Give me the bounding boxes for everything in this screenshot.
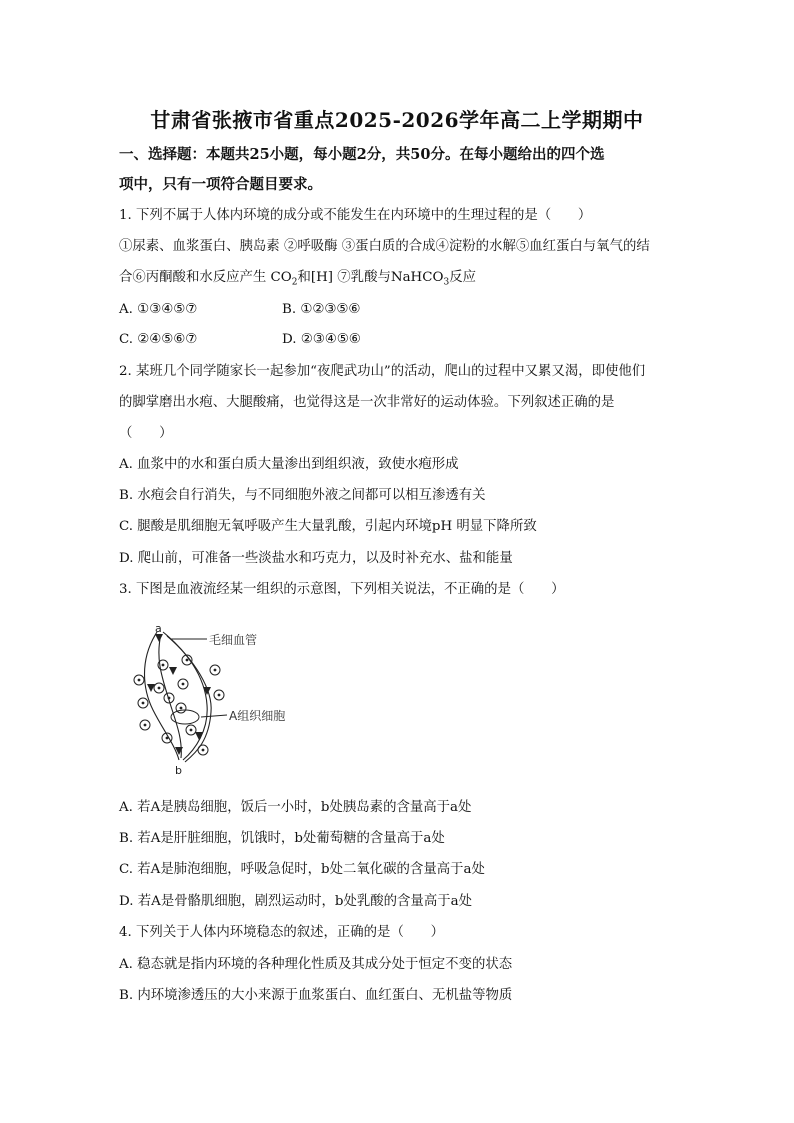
q3-option-a: A. 若A是胰岛细胞，饭后一小时，b处胰岛素的含量高于a处 — [119, 800, 472, 815]
arrow-icon — [169, 667, 177, 675]
q4-option-b: B. 内环境渗透压的大小来源于血浆蛋白、血红蛋白、无机盐等物质 — [119, 988, 513, 1003]
q2-stem-line2: 的脚掌磨出水疱、大腿酸痛，也觉得这是一次非常好的运动体验。下列叙述正确的是 — [119, 395, 615, 410]
q3-option-c: C. 若A是肺泡细胞，呼吸急促时，b处二氧化碳的含量高于a处 — [119, 862, 485, 877]
q3-option-b: B. 若A是肝脏细胞，饥饿时，b处葡萄糖的含量高于a处 — [119, 831, 445, 846]
tissue-cell-icon — [171, 710, 199, 724]
q1-option-a: A. ①③④⑤⑦ — [119, 302, 198, 317]
q1-items-line2 — [119, 268, 476, 293]
label-tissue-cell: A组织细胞 — [229, 709, 286, 723]
label-a: a — [155, 622, 162, 635]
q2-stem-line1: 2. 某班几个同学随家长一起参加“夜爬武功山”的活动，爬山的过程中又累又渴，即使他们 — [119, 364, 646, 379]
q2-option-a: A. 血浆中的水和蛋白质大量渗出到组织液，致使水疱形成 — [119, 457, 459, 472]
q2-option-c: C. 腿酸是肌细胞无氧呼吸产生大量乳酸，引起内环境pH 明显下降所致 — [119, 519, 537, 534]
q1-subscript-co2: 2 — [291, 277, 298, 288]
section-header-line1: 一、选择题：本题共25小题，每小题2分，共50分。在每小题给出的四个选 — [119, 146, 605, 163]
q3-option-d: D. 若A是骨骼肌细胞，剧烈运动时，b处乳酸的含量高于a处 — [119, 894, 472, 909]
q4-stem: 4. 下列关于人体内环境稳态的叙述，正确的是（ ） — [119, 925, 445, 940]
label-b: b — [175, 764, 182, 777]
q1-subscript-nahco3: 3 — [443, 277, 450, 288]
page-title: 甘肃省张掖市省重点2025-2026学年高二上学期期中 — [150, 108, 644, 132]
q1-items-line2-part-a: 合⑥丙酮酸和水反应产生 CO — [119, 270, 292, 285]
q3-blood-flow-figure — [125, 620, 325, 780]
label-capillary: 毛细血管 — [209, 633, 258, 647]
arrow-icon — [155, 634, 163, 642]
q1-option-c: C. ②④⑤⑥⑦ — [119, 332, 198, 347]
q1-items-line2-part-b: 和[H] ⑦乳酸与NaHCO — [297, 270, 444, 285]
q1-option-b: B. ①②③⑤⑥ — [282, 302, 361, 317]
q4-option-a: A. 稳态就是指内环境的各种理化性质及其成分处于恒定不变的状态 — [119, 957, 513, 972]
q2-option-d: D. 爬山前，可准备一些淡盐水和巧克力，以及时补充水、盐和能量 — [119, 551, 513, 566]
capillary-diagram — [125, 620, 325, 780]
q2-stem-line3: （ ） — [119, 426, 173, 441]
tissue-cell-leader-line — [201, 715, 227, 717]
q1-items-line2-part-c: 反应 — [449, 270, 476, 285]
q2-option-b: B. 水疱会自行消失，与不同细胞外液之间都可以相互渗透有关 — [119, 488, 486, 503]
cell-nuclei — [138, 659, 221, 752]
capillary-outline — [145, 632, 212, 762]
q1-stem: 1. 下列不属于人体内环境的成分或不能发生在内环境中的生理过程的是（ ） — [119, 208, 592, 223]
q1-items-line1: ①尿素、血浆蛋白、胰岛素 ②呼吸酶 ③蛋白质的合成④淀粉的水解⑤血红蛋白与氧气的结 — [119, 239, 650, 254]
q3-stem: 3. 下图是血液流经某一组织的示意图，下列相关说法，不正确的是（ ） — [119, 582, 565, 597]
q1-option-d: D. ②③④⑤⑥ — [282, 332, 361, 347]
arrow-icon — [203, 687, 211, 695]
section-header-line2: 项中，只有一项符合题目要求。 — [119, 176, 322, 193]
